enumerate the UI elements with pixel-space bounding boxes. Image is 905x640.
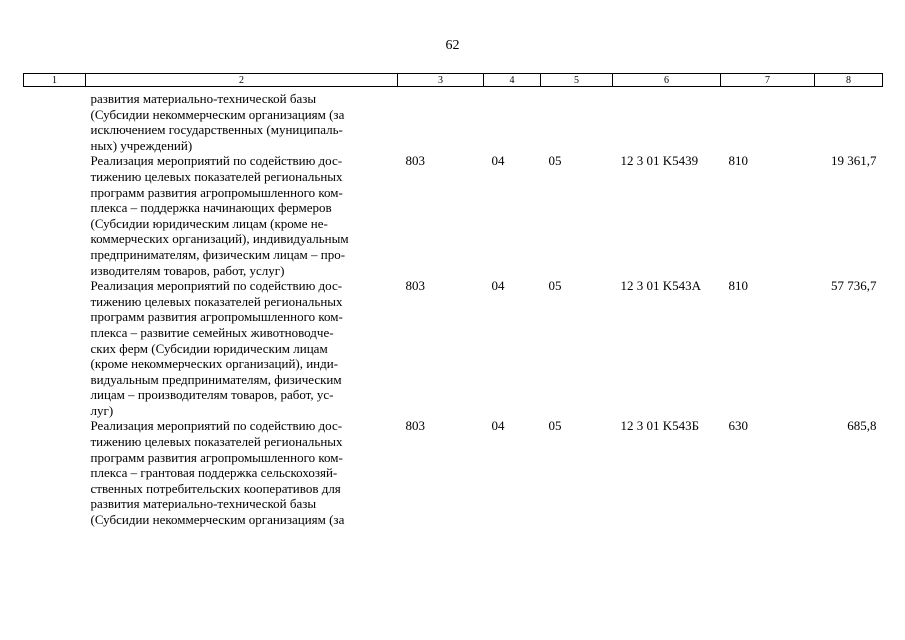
row-type xyxy=(721,87,815,154)
table-row xyxy=(24,87,883,154)
row-section: 04 xyxy=(491,418,505,434)
row-subsection: 05 xyxy=(548,418,562,434)
row-section: 04 xyxy=(491,153,505,169)
row-type: 630 xyxy=(728,418,748,434)
column-header-4: 4 xyxy=(484,74,541,87)
row-spacer xyxy=(24,153,86,278)
row-ministry: 803 xyxy=(405,418,425,434)
row-amount: 685,8 xyxy=(847,418,877,434)
row-section xyxy=(484,87,541,154)
column-header-2: 2 xyxy=(86,74,398,87)
row-type: 810 xyxy=(728,153,748,169)
column-header-1: 1 xyxy=(24,74,86,87)
table-row xyxy=(24,418,883,527)
row-section: 04 xyxy=(491,278,505,294)
row-spacer xyxy=(24,278,86,418)
column-header-8: 8 xyxy=(815,74,883,87)
row-target xyxy=(613,87,721,154)
row-ministry xyxy=(398,87,484,154)
row-name: Реализация мероприятий по содействию дос- тижению целевых показателей региональных программ развития агропромышленного ком- плекса – поддержка начинающих фермеров (Субсидии юридическим лицам (кроме не- коммерческих организаций), индивидуальным предпринимателям, физическим лицам – про- изводителям товаров, работ, услуг) xyxy=(90,153,349,278)
table-row xyxy=(24,278,883,418)
row-subsection: 05 xyxy=(548,278,562,294)
row-amount: 19 361,7 xyxy=(831,153,877,169)
table-row xyxy=(24,153,883,278)
row-name: Реализация мероприятий по содействию дос- тижению целевых показателей региональных программ развития агропромышленного ком- плекса – грантовая поддержка сельскохозяй- ственных потребительских кооперативов для развития материально-технической базы (Субсидии некоммерческим организациям (за xyxy=(90,418,345,528)
row-spacer xyxy=(24,418,86,527)
column-header-6: 6 xyxy=(613,74,721,87)
row-spacer xyxy=(24,87,86,154)
row-name: Реализация мероприятий по содействию дос- тижению целевых показателей региональных программ развития агропромышленного ком- плекса – развитие семейных животноводче- ских ферм (Субсидии юридическим лицам (кроме некоммерческих организаций), инди- видуальным предпринимателям, физическим лицам – производителям товаров, работ, ус- луг) xyxy=(90,278,343,418)
column-header-3: 3 xyxy=(398,74,484,87)
column-header-5: 5 xyxy=(541,74,613,87)
row-ministry: 803 xyxy=(405,153,425,169)
column-number-row xyxy=(24,74,883,87)
row-amount: 57 736,7 xyxy=(831,278,877,294)
row-subsection xyxy=(541,87,613,154)
row-subsection: 05 xyxy=(548,153,562,169)
row-name: развития материально-технической базы (Субсидии некоммерческим организациям (за исключением государственных (муниципаль- ных) учреждений) xyxy=(90,91,345,153)
budget-table xyxy=(23,73,883,528)
row-target: 12 3 01 K543A xyxy=(620,278,702,294)
page-number: 62 xyxy=(445,38,460,53)
row-ministry: 803 xyxy=(405,278,425,294)
row-amount xyxy=(815,87,883,154)
row-target: 12 3 01 K543Б xyxy=(620,418,700,434)
row-target: 12 3 01 K5439 xyxy=(620,153,699,169)
column-header-7: 7 xyxy=(721,74,815,87)
row-type: 810 xyxy=(728,278,748,294)
